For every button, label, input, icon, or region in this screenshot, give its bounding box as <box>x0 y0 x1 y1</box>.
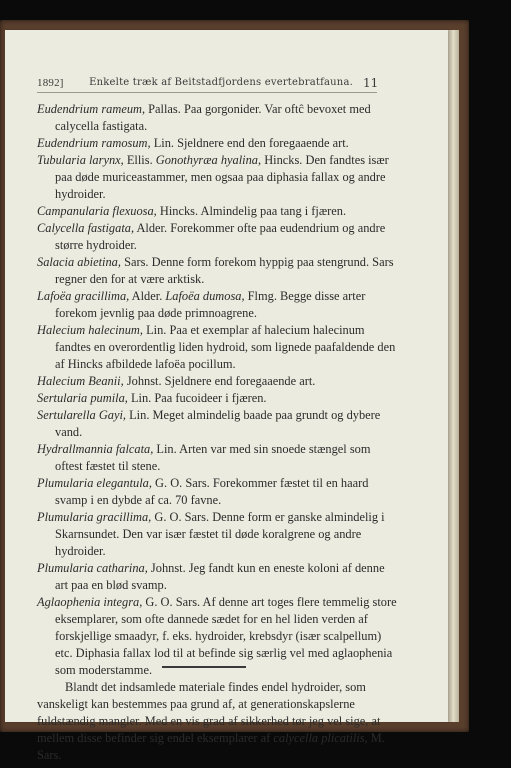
species-entry <box>37 560 397 594</box>
header-year: 1892] <box>37 77 64 89</box>
species-name: Gonothyræa hyalina, <box>155 153 262 167</box>
species-name: Campanularia flexuosa, <box>37 204 157 218</box>
species-note: G. O. Sars. Af denne art toges flere temmelig store eksemplarer, som ofte dannede sædet for en hel liden verden af forskjellige smaadyr, f. eks. hydroider, krebsdyr (især scalpellum) etc. Diphasia fallax lod til at befinde sig særlig vel med aglaophenia som moderstamme. <box>55 595 397 677</box>
species-name: Halecium Beanii, <box>37 374 124 388</box>
closing-tail: M. Sars. <box>37 731 385 762</box>
species-entry <box>37 135 397 152</box>
species-entry <box>37 390 397 407</box>
species-entry <box>37 220 397 254</box>
species-note: Johnst. Sjeldnere end foregaaende art. <box>123 374 316 388</box>
species-name: Hydrallmannia falcata, <box>37 442 154 456</box>
species-note: Ellis. <box>123 153 156 167</box>
species-name: Plumularia catharina, <box>37 561 148 575</box>
header-rule <box>37 92 377 93</box>
species-name: Aglaophenia integra, <box>37 595 143 609</box>
species-note: Alder. <box>129 289 166 303</box>
species-name: Sertularia pumila, <box>37 391 128 405</box>
species-name: Eudendrium rameum, <box>37 102 146 116</box>
species-note: Lin. Arten var med sin snoede stængel som oftest fæstet til stene. <box>55 442 371 473</box>
species-name: calycella plicatilis, <box>273 731 368 745</box>
species-entry <box>37 407 397 441</box>
species-note: Sars. Denne form forekom hyppig paa stengrund. Sars regner den for at være arktisk. <box>55 255 394 286</box>
species-note: G. O. Sars. Denne form er ganske almindelig i Skarnsundet. Den var især fæstet til døde koralgrene og andre hydroider. <box>55 510 385 558</box>
species-note: Flmg. Begge disse arter forekom jevnlig paa døde primnoagrene. <box>55 289 366 320</box>
species-entry <box>37 101 397 135</box>
species-name: Calycella fastigata, <box>37 221 135 235</box>
species-entry <box>37 288 397 322</box>
species-name: Halecium halecinum, <box>37 323 143 337</box>
species-name: Plumularia gracillima, <box>37 510 152 524</box>
section-end-rule <box>162 666 246 668</box>
species-list <box>37 101 397 764</box>
species-note: Pallas. Paa gorgonider. Var oftĉ bevoxet med calycella fastigata. <box>55 102 371 133</box>
species-name: Lafoëa gracillima, <box>37 289 130 303</box>
species-note: Lin. Paa fucoideer i fjæren. <box>127 391 267 405</box>
closing-text: Blandt det indsamlede materiale findes endel hydroider, som vanskeligt kan bestemmes paa grund af, at generationskapslerne fuldstændig mangler. Med en vis grad af sikkerhed tør jeg vel sige, at mellem disse befinder sig endel eksemplarer af <box>37 680 381 745</box>
header-title: Enkelte træk af Beitstadfjordens evertebratfauna. <box>89 77 353 88</box>
species-entry <box>37 322 397 373</box>
species-note: Hincks. Almindelig paa tang i fjæren. <box>156 204 347 218</box>
species-name: Tubularia larynx, <box>37 153 124 167</box>
page-number: 11 <box>363 76 379 90</box>
species-note: Lin. Meget almindelig baade paa grundt og dybere vand. <box>55 408 381 439</box>
species-entry <box>37 509 397 560</box>
species-note: Johnst. Jeg fandt kun en eneste koloni af denne art paa en blød svamp. <box>55 561 385 592</box>
species-entry <box>37 152 397 203</box>
species-name: Salacia abietina, <box>37 255 121 269</box>
species-note: Alder. Forekommer ofte paa eudendrium og andre større hydroider. <box>55 221 386 252</box>
species-note: Lin. Sjeldnere end den foregaaende art. <box>150 136 349 150</box>
species-entry <box>37 441 397 475</box>
species-entry <box>37 475 397 509</box>
closing-paragraph <box>37 679 397 764</box>
species-name: Eudendrium ramosum, <box>37 136 151 150</box>
species-note: G. O. Sars. Forekommer fæstet til en haard svamp i en dybde af ca. 70 favne. <box>55 476 369 507</box>
species-note: Lin. Paa et exemplar af halecium halecinum fandtes en overordentlig liden hydroid, som lignede paafaldende den af Hincks afbildede lafoëa pocillum. <box>55 323 396 371</box>
species-entry <box>37 373 397 390</box>
species-note: Hincks. Den fandtes især paa døde muriceastammer, men ogsaa paa diphasia fallax og andre hydroider. <box>55 153 389 201</box>
running-head <box>37 77 377 89</box>
species-name: Lafoëa dumosa, <box>165 289 245 303</box>
species-name: Plumularia elegantula, <box>37 476 152 490</box>
species-name: Sertularella Gayi, <box>37 408 127 422</box>
species-entry <box>37 254 397 288</box>
species-entry <box>37 203 397 220</box>
